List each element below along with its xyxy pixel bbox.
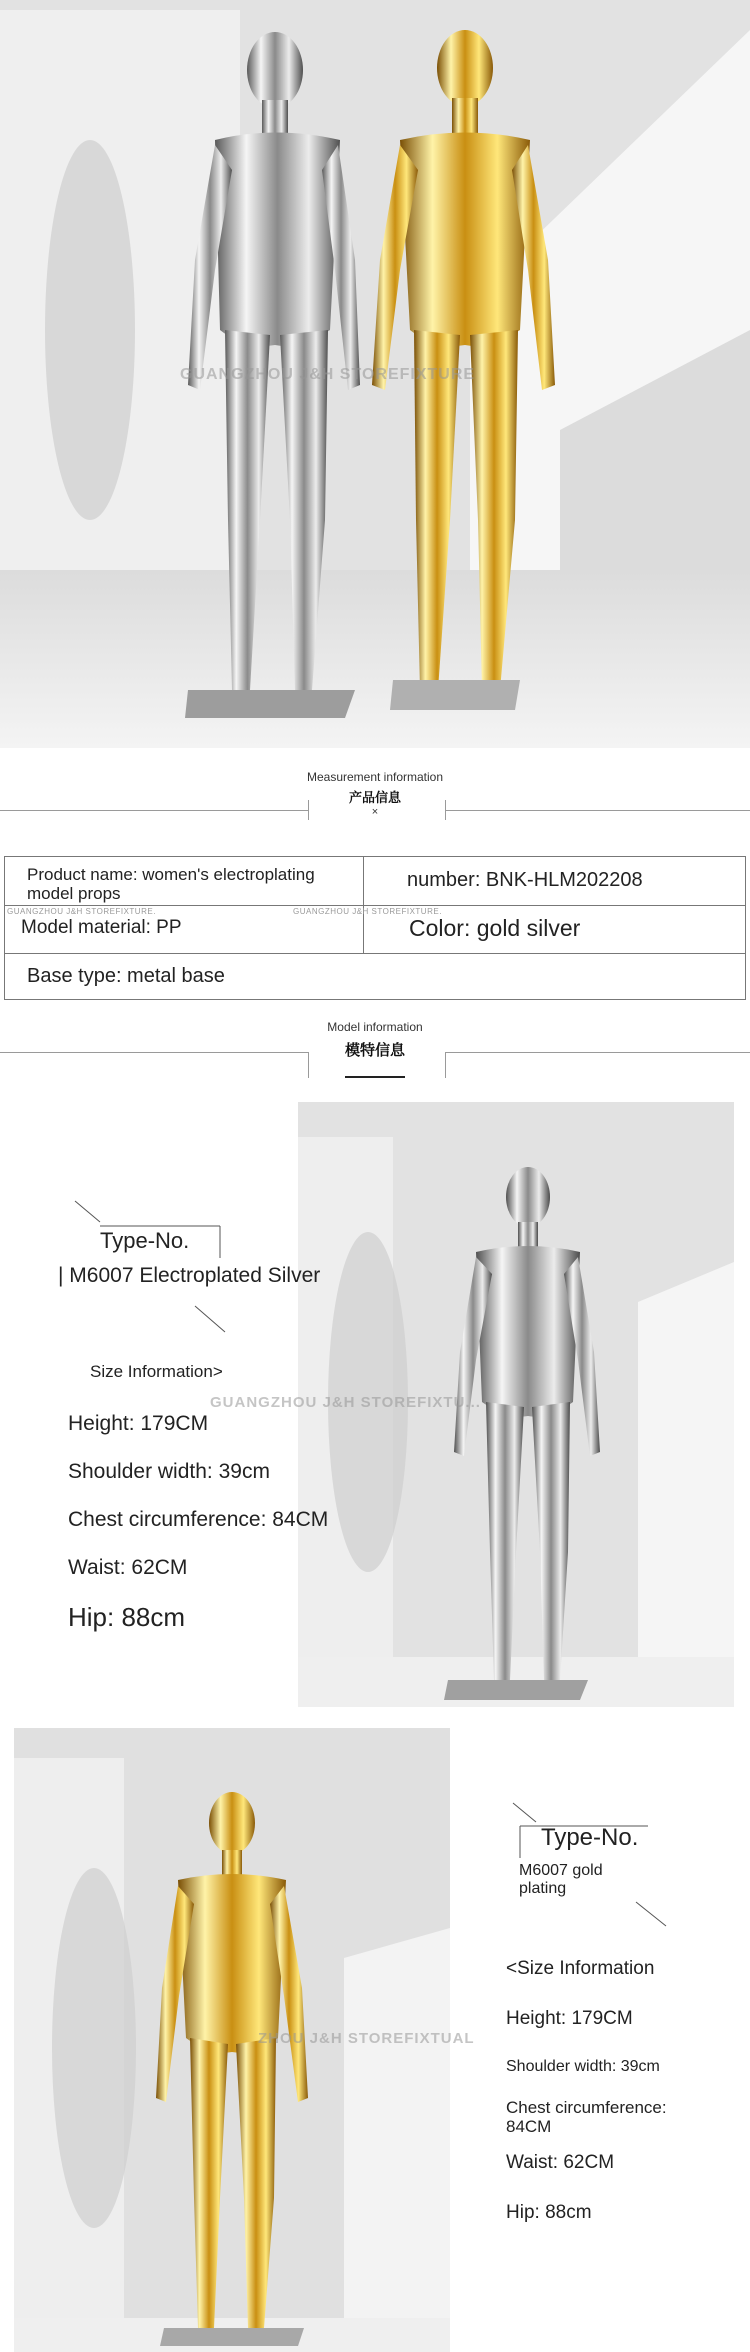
model-title-en: Model information (327, 1020, 423, 1034)
close-icon: × (371, 806, 379, 818)
model-header (0, 1012, 750, 1084)
gold-height: Height: 179CM (506, 2008, 633, 2029)
floor (0, 570, 750, 748)
silver-type-label: Type-No. (100, 1228, 190, 1253)
silver-height: Height: 179CM (68, 1412, 209, 1435)
silver-shoulder: Shoulder width: 39cm (68, 1460, 270, 1483)
table-watermark-mid: GUANGZHOU J&H STOREFIXTURE. (293, 907, 442, 916)
spec-table (4, 856, 746, 1000)
gold-type-value: M6007 gold plating (519, 1862, 603, 1897)
base-type-cell: Base type: metal base (27, 965, 225, 987)
gold-chest: Chest circumference: 84CM (506, 2098, 667, 2136)
shadow (45, 140, 135, 520)
silver-watermark: GUANGZHOU J&H STOREFIXTU... (210, 1394, 481, 1411)
gold-hip: Hip: 88cm (506, 2202, 592, 2223)
silver-size-heading: Size Information> (90, 1362, 223, 1381)
table-watermark-left: GUANGZHOU J&H STOREFIXTURE. (7, 907, 156, 916)
measurement-title-zh: 产品信息 (348, 790, 401, 805)
gold-size-heading: <Size Information (506, 1958, 655, 1979)
material-cell: Model material: PP (21, 917, 182, 938)
product-number-cell: number: BNK-HLM202208 (407, 869, 643, 891)
hero-watermark: GUANGZHOU J&H STOREFIXTURE (180, 366, 476, 383)
gold-shoulder: Shoulder width: 39cm (506, 2058, 660, 2075)
measurement-title-en: Measurement information (306, 770, 444, 784)
silver-hip: Hip: 88cm (68, 1602, 186, 1632)
hero-photo (0, 0, 750, 748)
gold-waist: Waist: 62CM (506, 2152, 615, 2173)
color-cell: Color: gold silver (409, 915, 581, 941)
model-title-zh: 模特信息 (344, 1042, 405, 1059)
gold-type-label: Type-No. (541, 1824, 639, 1851)
measurement-header (0, 760, 750, 830)
gold-watermark: ZHOU J&H STOREFIXTUAL (258, 2030, 475, 2047)
silver-chest: Chest circumference: 84CM (68, 1508, 329, 1531)
silver-waist: Waist: 62CM (68, 1556, 188, 1579)
product-name-cell: Product name: women's electroplating model props (27, 865, 315, 903)
silver-type-value: | M6007 Electroplated Silver (58, 1264, 321, 1287)
